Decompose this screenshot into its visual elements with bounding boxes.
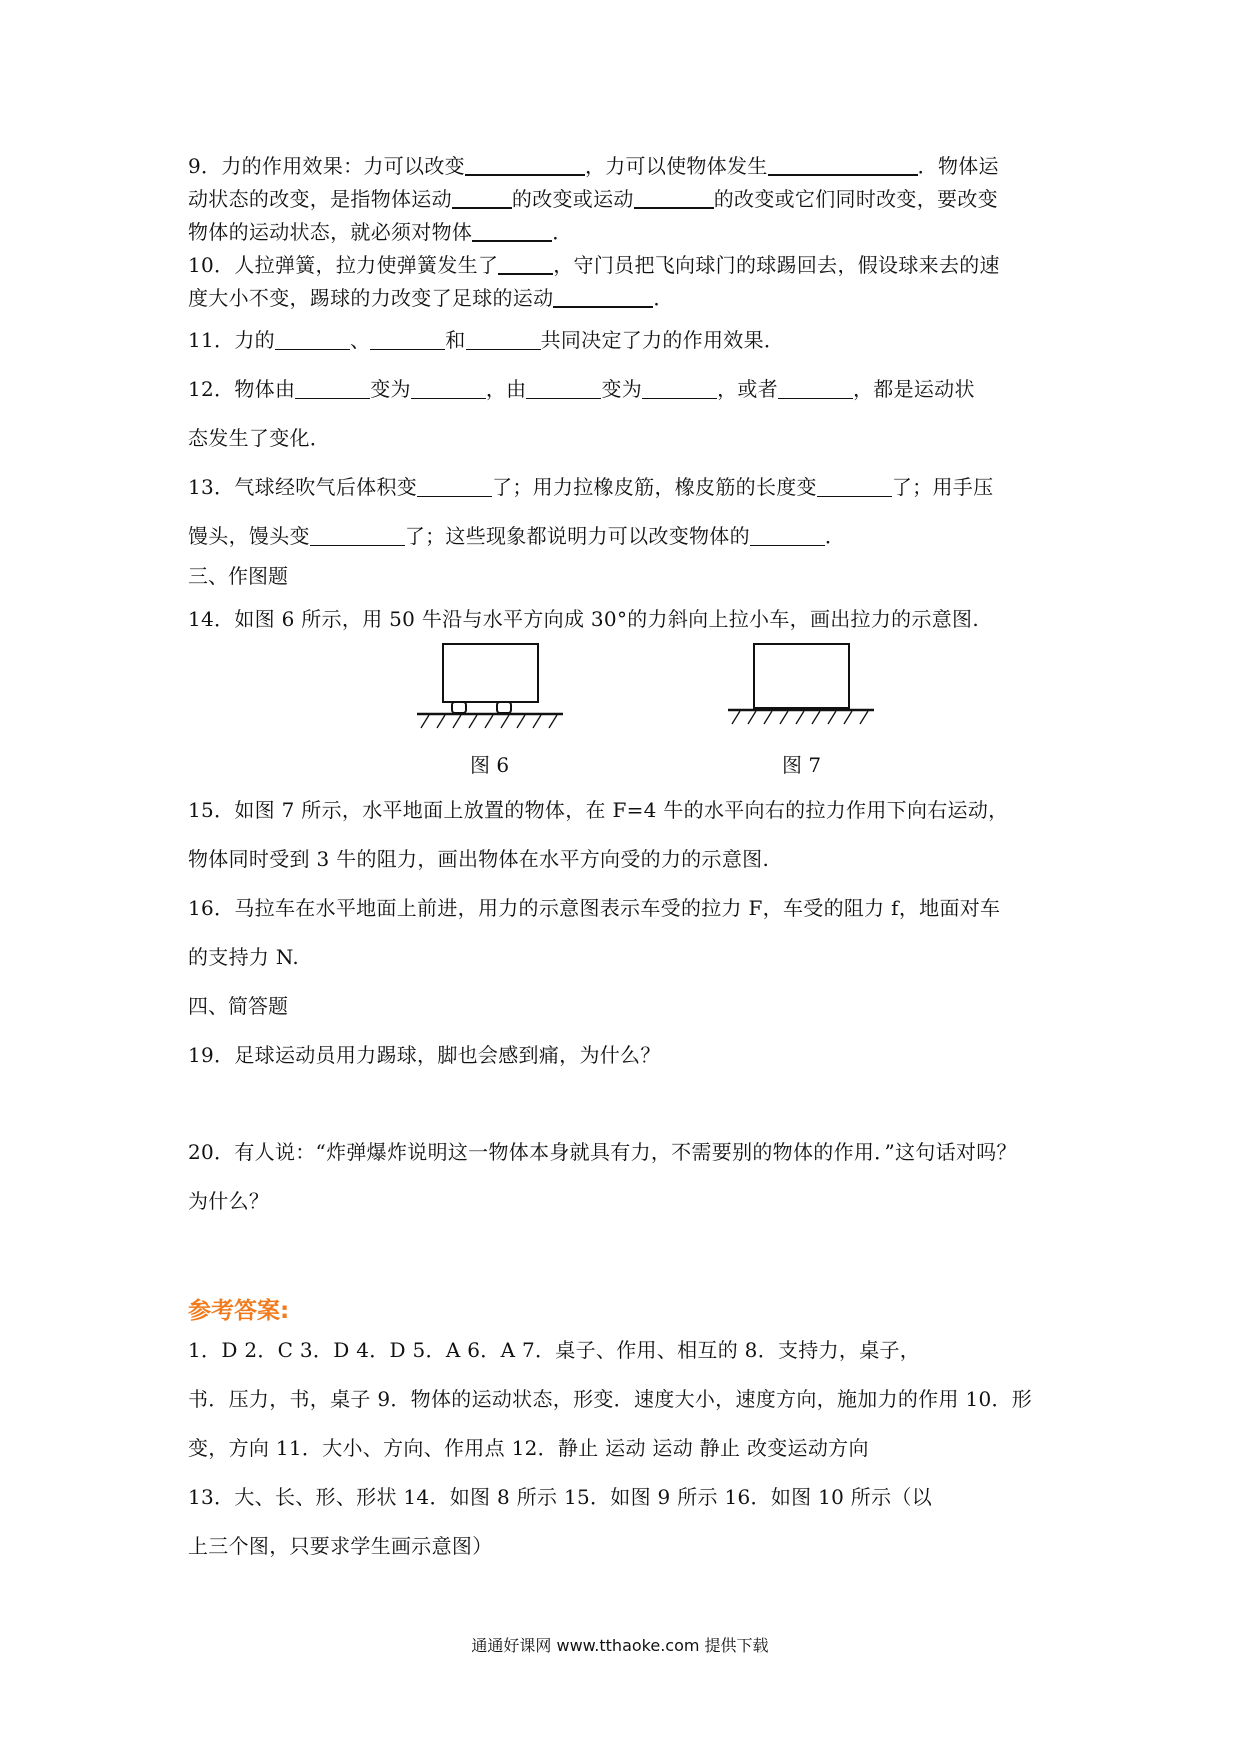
answer-blank: [295, 378, 370, 399]
question-19: 19．足球运动员用力踢球，脚也会感到痛，为什么？: [188, 1043, 661, 1067]
figure-6-caption: 图 6: [470, 753, 510, 777]
answer-blank: [778, 378, 853, 399]
question-13-line-2: 馒头，馒头变 了；这些现象都说明力可以改变物体的 ．: [188, 524, 846, 548]
figure-7-caption: 图 7: [782, 753, 822, 777]
answer-blank: [553, 286, 653, 308]
question-9-line-3: 物体的运动状态，就必须对物体 ．: [188, 220, 573, 244]
question-9-line-2: 动状态的改变，是指物体运动 的改变或运动 的改变或它们同时改变，要改变: [188, 187, 998, 211]
answer-blank: [465, 154, 585, 176]
answer-line-1: 1．D 2．C 3．D 4．D 5．A 6．A 7．桌子、作用、相互的 8．支持力，桌子，: [188, 1338, 921, 1362]
answer-blank: [750, 525, 825, 546]
question-16-line-1: 16．马拉车在水平地面上前进，用力的示意图表示车受的拉力 F，车受的阻力 f，地面对车: [188, 896, 1001, 920]
answer-blank: [498, 253, 553, 275]
section-heading-short-answer: 四、简答题: [188, 994, 288, 1018]
answer-line-5: 上三个图，只要求学生画示意图）: [188, 1534, 493, 1558]
answer-blank: [472, 220, 552, 242]
question-15-line-1: 15．如图 7 所示，水平地面上放置的物体，在 F=4 牛的水平向右的拉力作用下向右运动，: [188, 798, 1009, 822]
question-10-line-2: 度大小不变，踢球的力改变了足球的运动 ．: [188, 286, 674, 310]
question-16-line-2: 的支持力 N.: [188, 945, 300, 969]
answer-blank: [817, 476, 892, 497]
question-10-line-1: 10．人拉弹簧，拉力使弹簧发生了 ，守门员把飞向球门的球踢回去，假设球来去的速: [188, 253, 1000, 277]
question-20-line-2: 为什么？: [188, 1189, 270, 1213]
answer-blank: [417, 476, 492, 497]
answer-blank: [310, 525, 405, 546]
answer-blank: [634, 187, 714, 209]
answer-blank: [370, 329, 445, 350]
answer-line-2: 书．压力，书，桌子 9．物体的运动状态，形变．速度大小，速度方向，施加力的作用 10．形: [188, 1387, 1033, 1411]
section-heading-drawing: 三、作图题: [188, 564, 288, 588]
figure-6-cart: [415, 640, 565, 730]
question-20-line-1: 20．有人说：“炸弹爆炸说明这一物体本身就具有力，不需要别的物体的作用．”这句话对吗？: [188, 1140, 1017, 1164]
answer-blank: [466, 329, 541, 350]
question-11: 11．力的 、 和 共同决定了力的作用效果．: [188, 328, 785, 352]
question-14: 14．如图 6 所示，用 50 牛沿与水平方向成 30°的力斜向上拉小车，画出拉力的示意图.: [188, 607, 980, 631]
answer-blank: [642, 378, 717, 399]
question-15-line-2: 物体同时受到 3 牛的阻力，画出物体在水平方向受的力的示意图.: [188, 847, 770, 871]
cart-wheel: [497, 702, 511, 713]
answer-line-4: 13．大、长、形、形状 14．如图 8 所示 15．如图 9 所示 16．如图 10 所示（以: [188, 1485, 933, 1509]
answer-blank: [452, 187, 512, 209]
question-12-line-1: 12．物体由 变为 ，由 变为 ，或者 ，都是运动状: [188, 377, 975, 401]
question-9-line-1: 9．力的作用效果：力可以改变 ，力可以使物体发生 ．物体运: [188, 154, 999, 178]
answer-key-title: 参考答案:: [188, 1298, 290, 1324]
answer-line-3: 变，方向 11．大小、方向、作用点 12．静止 运动 运动 静止 改变运动方向: [188, 1436, 869, 1460]
question-13-line-1: 13．气球经吹气后体积变 了；用力拉橡皮筋，橡皮筋的长度变 了；用手压: [188, 475, 994, 499]
question-12-line-2: 态发生了变化．: [188, 426, 331, 450]
page-footer: 通通好课网 www.tthaoke.com 提供下载: [471, 1636, 769, 1655]
cart-wheel: [452, 702, 466, 713]
answer-blank: [768, 154, 918, 176]
answer-blank: [275, 329, 350, 350]
figure-7-block: [726, 640, 876, 730]
answer-blank: [411, 378, 486, 399]
answer-blank: [526, 378, 601, 399]
